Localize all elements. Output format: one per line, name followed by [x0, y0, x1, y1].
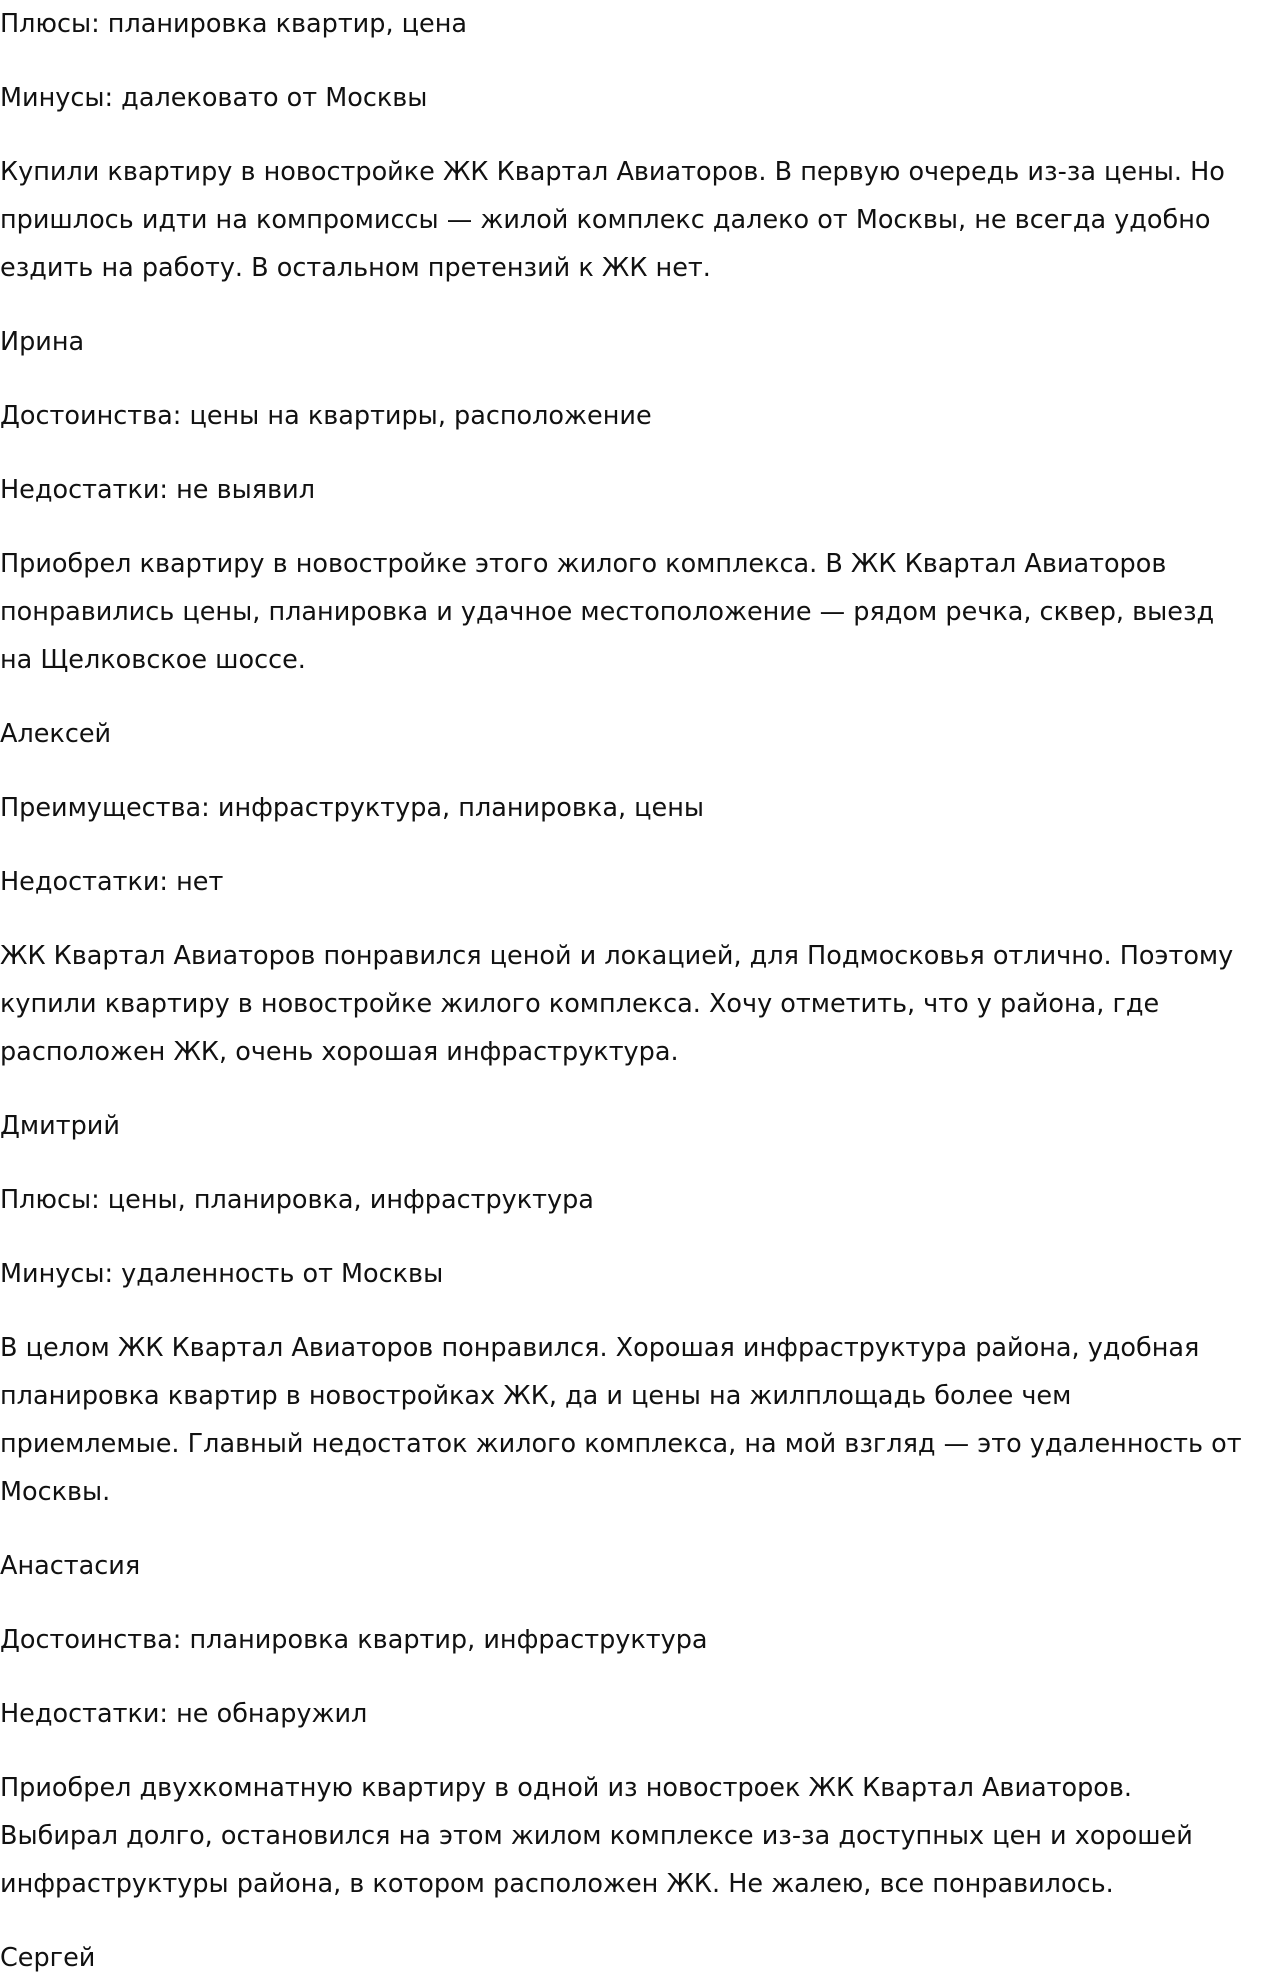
review-author: Анастасия: [0, 1551, 141, 1581]
review-line: Купили квартиру в новостройке ЖК Квартал Авиаторов. В первую очередь из-за цены. Но: [0, 157, 1225, 187]
review-line: ЖК Квартал Авиаторов понравился ценой и локацией, для Подмосковья отлично. Поэтому: [0, 941, 1234, 971]
review-line: пришлось идти на компромиссы — жилой комплекс далеко от Москвы, не всегда удобно: [0, 205, 1211, 235]
pros-line: Достоинства: планировка квартир, инфраструктура: [0, 1625, 708, 1655]
pros-line: Преимущества: инфраструктура, планировка, цены: [0, 793, 705, 823]
review-line: купили квартиру в новостройке жилого комплекса. Хочу отметить, что у района, где: [0, 989, 1160, 1019]
cons-line: Недостатки: не выявил: [0, 475, 315, 505]
cons-line: Минусы: далековато от Москвы: [0, 83, 428, 113]
pros-line: Плюсы: цены, планировка, инфраструктура: [0, 1185, 594, 1215]
review-author: Сергей: [0, 1943, 96, 1973]
review-line: приемлемые. Главный недостаток жилого комплекса, на мой взгляд — это удаленность от: [0, 1429, 1242, 1459]
review-text: [0, 540, 1270, 684]
review-author: Дмитрий: [0, 1111, 120, 1141]
review-author: Алексей: [0, 719, 112, 749]
review-line: понравились цены, планировка и удачное местоположение — рядом речка, сквер, выезд: [0, 597, 1215, 627]
review-line: Москвы.: [0, 1477, 111, 1507]
review-line: Выбирал долго, остановился на этом жилом комплексе из-за доступных цен и хорошей: [0, 1821, 1193, 1851]
cons-line: Недостатки: нет: [0, 867, 224, 897]
review-text: [0, 1764, 1270, 1908]
review-text: [0, 148, 1270, 292]
cons-line: Недостатки: не обнаружил: [0, 1699, 368, 1729]
review-line: планировка квартир в новостройках ЖК, да и цены на жилплощадь более чем: [0, 1381, 1072, 1411]
review-author: Ирина: [0, 327, 85, 357]
review-line: В целом ЖК Квартал Авиаторов понравился. Хорошая инфраструктура района, удобная: [0, 1333, 1200, 1363]
pros-line: Плюсы: планировка квартир, цена: [0, 9, 467, 39]
review-line: Приобрел двухкомнатную квартиру в одной из новостроек ЖК Квартал Авиаторов.: [0, 1773, 1133, 1803]
review-line: расположен ЖК, очень хорошая инфраструктура.: [0, 1037, 679, 1067]
review-line: ездить на работу. В остальном претензий к ЖК нет.: [0, 253, 711, 283]
review-line: инфраструктуры района, в котором расположен ЖК. Не жалею, все понравилось.: [0, 1869, 1114, 1899]
review-text: [0, 1324, 1270, 1516]
review-line: Приобрел квартиру в новостройке этого жилого комплекса. В ЖК Квартал Авиаторов: [0, 549, 1167, 579]
cons-line: Минусы: удаленность от Москвы: [0, 1259, 444, 1289]
review-text: [0, 932, 1270, 1076]
review-line: на Щелковское шоссе.: [0, 645, 306, 675]
pros-line: Достоинства: цены на квартиры, расположение: [0, 401, 652, 431]
